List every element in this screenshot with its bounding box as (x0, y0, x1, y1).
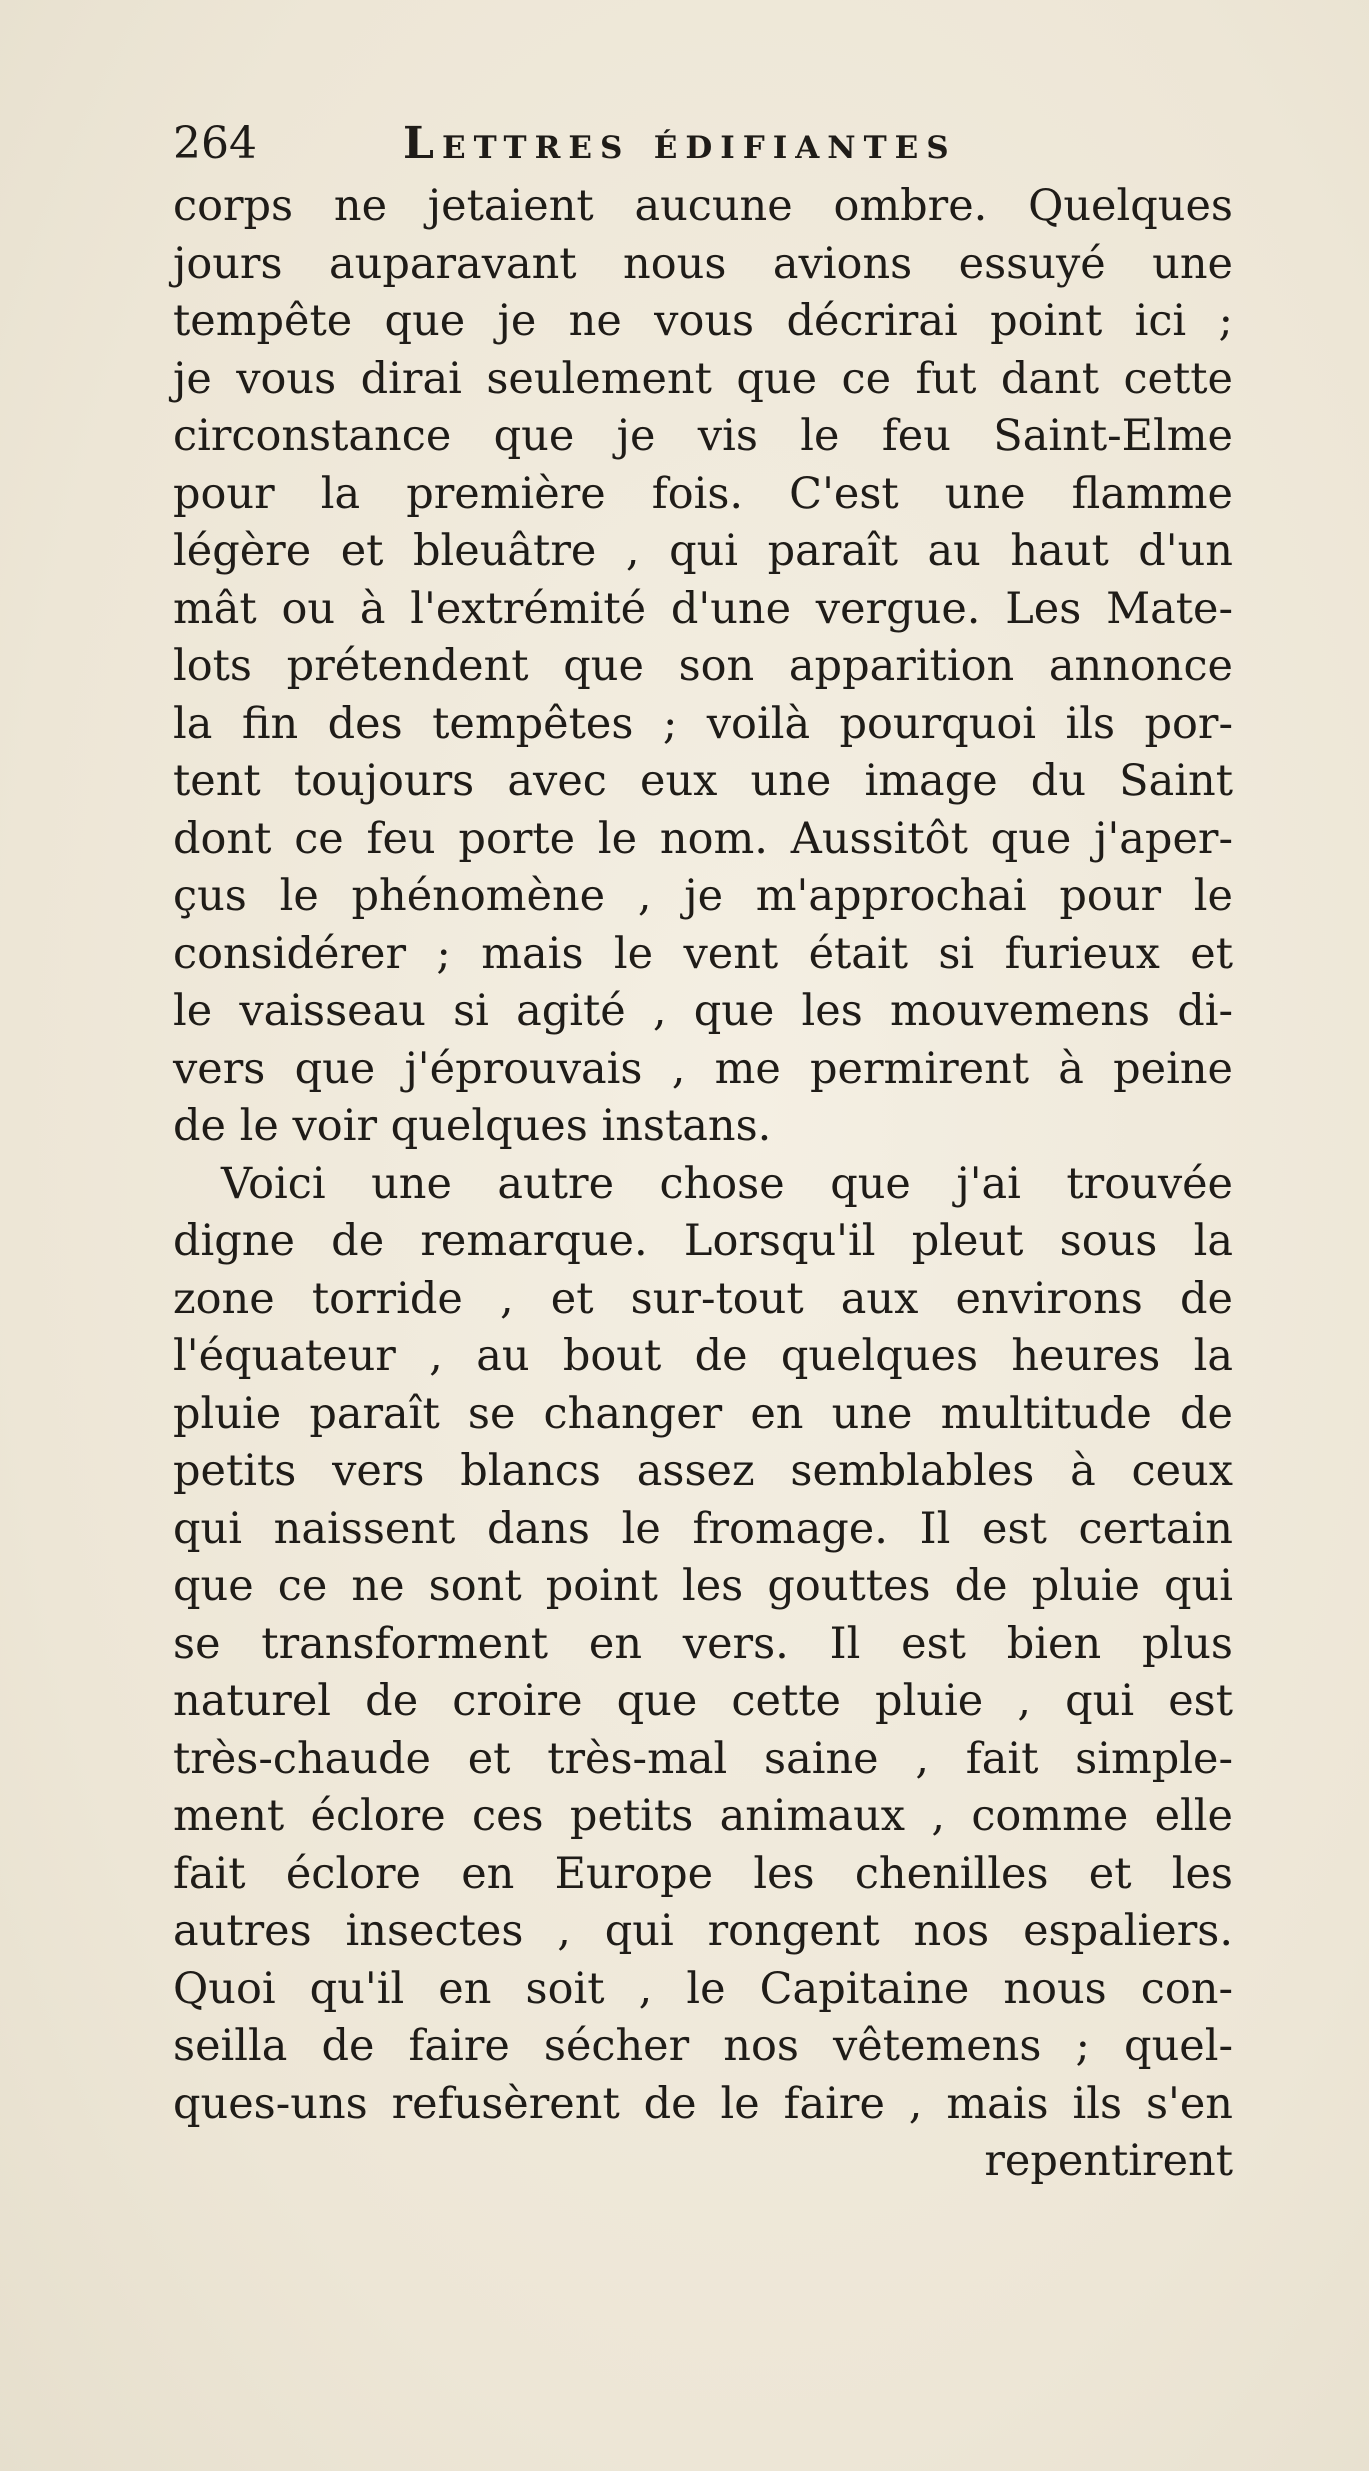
text-line: Quoi qu'il en soit , le Capitaine nous con- (173, 1963, 1233, 2014)
text-line: lots prétendent que son apparition annonce (173, 641, 1233, 691)
text-line: fait éclore en Europe les chenilles et les (173, 1848, 1233, 1899)
text-line: la fin des tempêtes ; voilà pourquoi ils por- (173, 698, 1233, 749)
text-line: ques-uns refusèrent de le faire , mais ils s'en (173, 2078, 1233, 2129)
text-line: digne de remarque. Lorsqu'il pleut sous la (173, 1216, 1233, 1266)
paragraph-start-line: Voici une autre chose que j'ai trouvée (221, 1158, 1233, 1209)
body-text (173, 178, 1233, 2191)
text-line: seilla de faire sécher nos vêtemens ; quel- (173, 2021, 1233, 2071)
text-line: le vaisseau si agité , que les mouvemens di- (173, 986, 1233, 1036)
text-line: que ce ne sont point les gouttes de pluie qui (173, 1561, 1233, 1611)
text-line: pluie paraît se changer en une multitude de (173, 1388, 1233, 1439)
text-line: dont ce feu porte le nom. Aussitôt que j'aper- (173, 813, 1233, 864)
text-line: corps ne jetaient aucune ombre. Quelques (173, 181, 1233, 231)
text-line: l'équateur , au bout de quelques heures la (173, 1331, 1233, 1381)
text-line: çus le phénomène , je m'approchai pour le (173, 871, 1233, 921)
page-header (173, 112, 1233, 176)
text-line: naturel de croire que cette pluie , qui est (173, 1676, 1233, 1726)
text-line: mât ou à l'extrémité d'une vergue. Les Mate- (173, 583, 1233, 634)
page-number: 264 (173, 118, 257, 169)
text-line: qui naissent dans le fromage. Il est certain (173, 1503, 1233, 1554)
text-line: se transforment en vers. Il est bien plus (173, 1618, 1233, 1669)
text-line: vers que j'éprouvais , me permirent à peine (173, 1043, 1233, 1094)
text-line: circonstance que je vis le feu Saint-Elme (173, 411, 1233, 461)
paragraph-end-line: de le voir quelques instans. (173, 1101, 772, 1151)
text-line: pour la première fois. C'est une flamme (173, 468, 1233, 519)
text-line: autres insectes , qui rongent nos espaliers. (173, 1906, 1233, 1956)
text-line: considérer ; mais le vent était si furieux et (173, 928, 1233, 979)
running-title: Lettres édifiantes (403, 118, 957, 169)
text-line: ment éclore ces petits animaux , comme elle (173, 1791, 1233, 1841)
text-line: légère et bleuâtre , qui paraît au haut d'un (173, 526, 1233, 576)
text-line: je vous dirai seulement que ce fut dant cette (173, 353, 1233, 404)
text-line: tempête que je ne vous décrirai point ici ; (173, 296, 1233, 346)
text-line: tent toujours avec eux une image du Saint (173, 756, 1233, 806)
catchword: repentirent (984, 2136, 1233, 2186)
text-line: jours auparavant nous avions essuyé une (173, 238, 1233, 289)
text-line: zone torride , et sur-tout aux environs de (173, 1273, 1233, 1324)
text-line: petits vers blancs assez semblables à ceux (173, 1446, 1233, 1496)
text-line: très-chaude et très-mal saine , fait simple- (173, 1733, 1233, 1784)
